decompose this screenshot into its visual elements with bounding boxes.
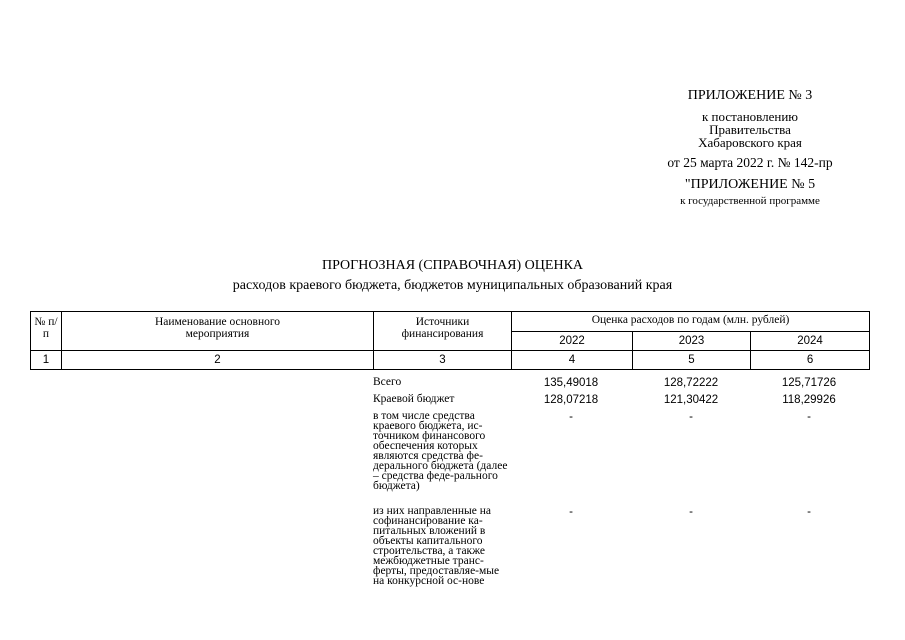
program-appendix-header xyxy=(640,177,860,207)
document-title-line-1: ПРОГНОЗНАЯ (СПРАВОЧНАЯ) ОЦЕНКА xyxy=(321,258,584,273)
program-appendix-subtitle: к государственной программе xyxy=(680,195,820,207)
row-value-2022: 128,07218 xyxy=(543,394,599,406)
column-number-4: 4 xyxy=(512,351,633,370)
column-header-source: Источники финансирования xyxy=(374,312,512,351)
column-number-5: 5 xyxy=(633,351,751,370)
row-source: из них направленные на софинансирование ка-питальных вложений в объекты капитального строительства, а также межбюджетные транс-ферты, предоставляе-мые на конкурсной ос-нове xyxy=(373,505,500,587)
program-appendix-title: "ПРИЛОЖЕНИЕ № 5 xyxy=(684,177,816,192)
column-header-activity: Наименование основного мероприятия xyxy=(62,312,374,351)
row-source: Всего xyxy=(373,376,402,388)
row-value-2022: - xyxy=(569,506,573,518)
column-number-1: 1 xyxy=(31,351,62,370)
column-header-estimate: Оценка расходов по годам (млн. рублей) xyxy=(512,312,870,332)
appendix-line-3: Хабаровского края xyxy=(698,135,802,150)
year-header-2023: 2023 xyxy=(633,332,751,351)
column-number-3: 3 xyxy=(374,351,512,370)
row-value-2023: - xyxy=(689,411,693,423)
column-header-number: № п/п xyxy=(31,312,62,351)
row-source: в том числе средства краевого бюджета, ис-точником финансового обеспечения которых являются средства фе-дерального бюджета (далее – средства феде-рального бюджета) xyxy=(373,410,508,492)
row-value-2022: 135,49018 xyxy=(543,377,599,389)
appendix-date: от 25 марта 2022 г. № 142-пр xyxy=(667,155,833,170)
appendix-header xyxy=(640,88,860,171)
row-value-2023: 121,30422 xyxy=(663,394,719,406)
row-value-2022: - xyxy=(569,411,573,423)
column-number-6: 6 xyxy=(751,351,870,370)
column-number-2: 2 xyxy=(62,351,374,370)
year-header-2022: 2022 xyxy=(512,332,633,351)
row-value-2024: - xyxy=(807,506,811,518)
appendix-line-2: Правительства xyxy=(709,122,791,137)
row-value-2024: - xyxy=(807,411,811,423)
estimate-table-header xyxy=(30,311,870,370)
appendix-line-1: к постановлению xyxy=(701,109,799,124)
row-value-2023: - xyxy=(689,506,693,518)
document-title-line-2: расходов краевого бюджета, бюджетов муниципальных образований края xyxy=(232,278,673,293)
row-source: Краевой бюджет xyxy=(373,393,455,405)
row-value-2023: 128,72222 xyxy=(663,377,719,389)
appendix-title: ПРИЛОЖЕНИЕ № 3 xyxy=(687,88,813,103)
estimate-table-body xyxy=(30,374,869,640)
year-header-2024: 2024 xyxy=(751,332,870,351)
row-value-2024: 125,71726 xyxy=(781,377,837,389)
row-value-2024: 118,29926 xyxy=(782,394,836,406)
